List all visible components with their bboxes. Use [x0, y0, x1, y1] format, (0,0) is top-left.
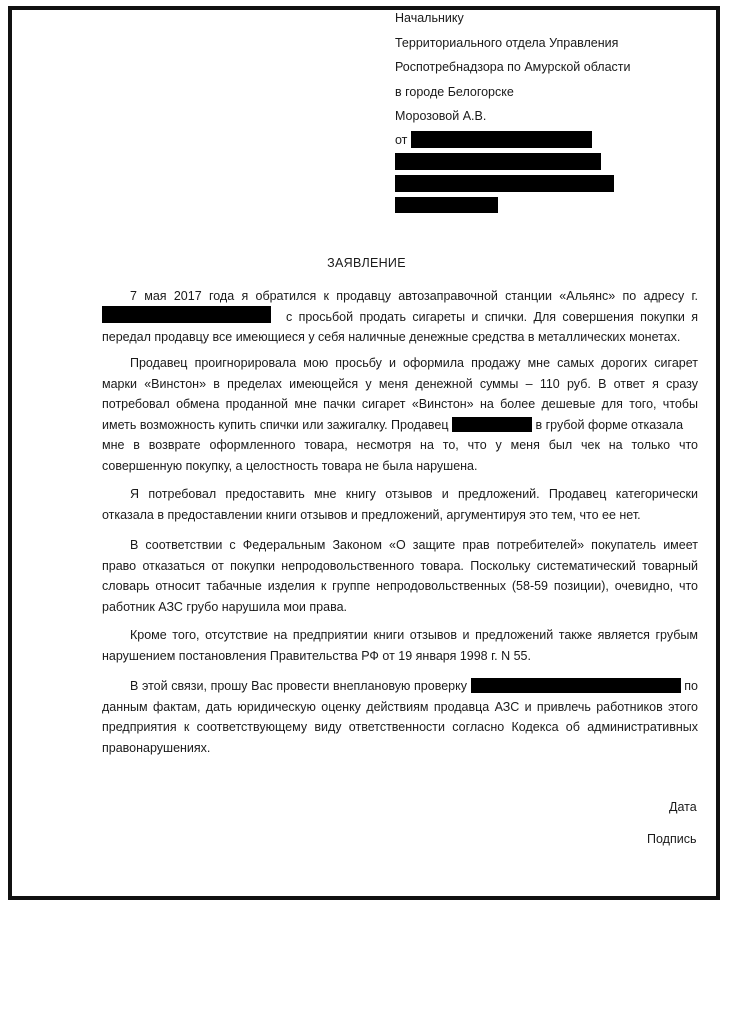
p2-line-6: совершенную покупку, а целостность товара не была нарушена.	[102, 458, 478, 473]
paragraph-6	[102, 676, 698, 758]
redacted-sender-name	[411, 131, 592, 148]
paragraph-5	[102, 625, 698, 666]
redacted-station-address	[102, 306, 271, 323]
p6-line-3: предприятия к соответствующему виду ответственности согласно Кодекса об административных	[102, 720, 698, 734]
p2-line-3: потребовал обмена проданной мне пачки сигарет «Винстон» на более дешевые для того, чтобы	[102, 397, 698, 411]
date-label: Дата	[669, 800, 697, 814]
p4-line-4: работник АЗС грубо нарушила мои права.	[102, 599, 347, 614]
p6-line-2: данным фактам, дать юридическую оценку действиям продавца АЗС и привлечь работников этого	[102, 699, 698, 714]
redacted-sender-address-1	[395, 153, 601, 170]
p6-line-1a: В этой связи, прошу Вас провести внеплановую проверку	[130, 679, 467, 693]
p5-line-2: нарушением постановления Правительства РФ от 19 января 1998 г. N 55.	[102, 648, 531, 663]
redacted-seller-name	[452, 417, 532, 432]
recipient-line-1: Начальнику	[395, 11, 464, 25]
recipient-line-4: в городе Белогорске	[395, 85, 514, 99]
recipient-line-5: Морозовой А.В.	[395, 109, 487, 123]
recipient-line-2: Территориального отдела Управления	[395, 36, 619, 50]
paragraph-2	[102, 353, 698, 476]
signature-label: Подпись	[647, 832, 697, 846]
paragraph-4	[102, 535, 698, 617]
p4-line-3: словарь относит табачные изделия к группе непродовольственных (58-59 позиции), очевидно, что	[102, 579, 698, 593]
p6-line-1	[102, 676, 698, 697]
paragraph-3	[102, 484, 698, 525]
p2-line-2: марки «Винстон» в пределах имеющейся у меня денежной суммы – 110 руб. В ответ я сразу	[102, 376, 698, 391]
p2-line-1: Продавец проигнорировала мою просьбу и оформила продажу мне самых дорогих сигарет	[130, 356, 698, 370]
p2-line-4a: иметь возможность купить спички или зажигалку. Продавец	[102, 417, 449, 432]
p5-line-1: Кроме того, отсутствие на предприятии книги отзывов и предложений также является грубым	[130, 628, 698, 642]
redacted-sender-address-2	[395, 175, 614, 192]
p1-line-3: передал продавцу все имеющиеся у себя наличные денежные средства в металлических монетах.	[102, 330, 681, 344]
p2-line-5: мне в возврате оформленного товара, несмотря на то, что у меня был чек на только что	[102, 438, 698, 452]
p4-line-2: право отказаться от покупки непродовольственного товара. Поскольку систематический товарный	[102, 558, 698, 573]
p3-line-1: Я потребовал предоставить мне книгу отзывов и предложений. Продавец категорически	[130, 487, 698, 501]
redacted-sender-address-3	[395, 197, 498, 213]
p4-line-1: В соответствии с Федеральным Законом «О защите прав потребителей» покупатель имеет	[130, 538, 698, 552]
from-label: от	[395, 133, 408, 147]
document-title: ЗАЯВЛЕНИЕ	[327, 256, 406, 270]
p6-line-4: правонарушениях.	[102, 740, 211, 755]
p3-line-2: отказала в предоставлении книги отзывов и предложений, аргументируя это тем, что ее нет.	[102, 507, 641, 522]
recipient-line-3: Роспотребнадзора по Амурской области	[395, 60, 631, 74]
p1-line-2: с просьбой продать сигареты и спички. Для совершения покупки я	[286, 309, 698, 324]
p2-line-4	[102, 415, 698, 436]
redacted-station-name	[471, 678, 681, 693]
p1-line-1: 7 мая 2017 года я обратился к продавцу автозаправочной станции «Альянс» по адресу г.	[130, 289, 698, 303]
p2-line-4b: в грубой форме отказала	[535, 417, 684, 432]
p6-line-1b: по	[684, 679, 698, 693]
